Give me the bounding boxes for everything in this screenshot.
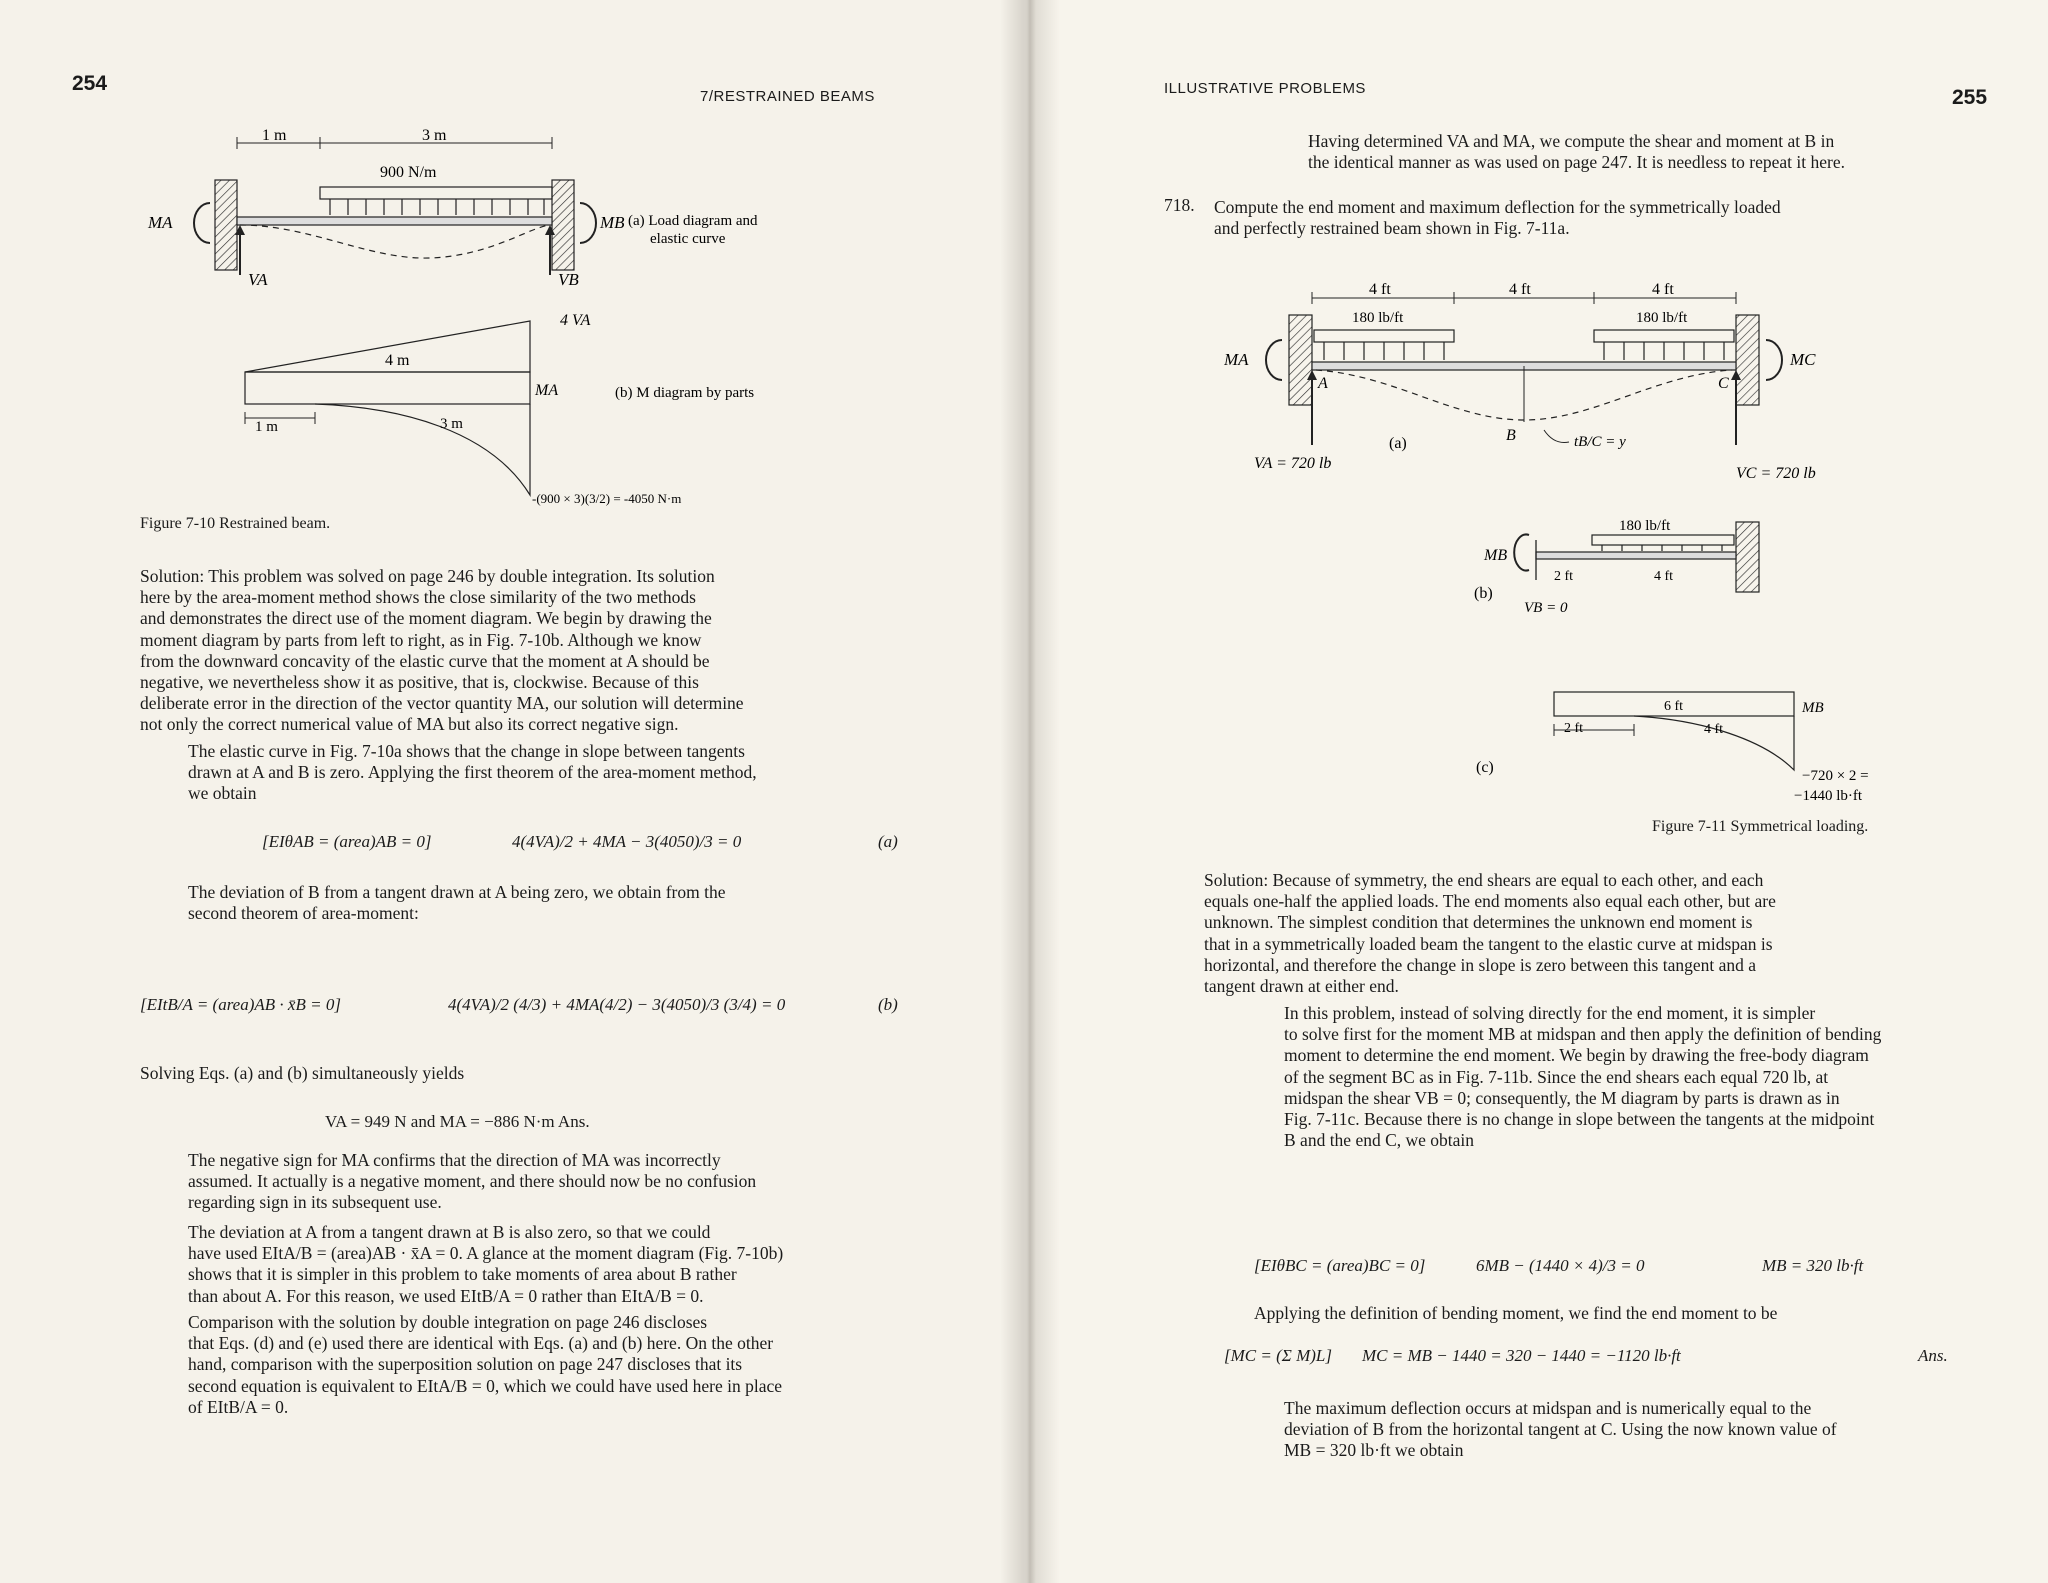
solution-paragraph-left — [140, 566, 910, 736]
equation-2-ans: Ans. — [1918, 1346, 1948, 1365]
dim-4ft-1: 4 ft — [1369, 281, 1391, 298]
dim-4ft-2: 4 ft — [1509, 281, 1531, 298]
dim-3m-b: 3 m — [440, 416, 463, 432]
label-MA-r: MA — [1224, 350, 1249, 369]
text-line: of EItB/A = 0. — [188, 1396, 289, 1417]
moment-arrow-a — [194, 203, 210, 243]
text-line: that in a symmetrically loaded beam the tangent to the elastic curve at midspan is — [1204, 933, 1773, 954]
load-right: 180 lb/ft — [1636, 310, 1688, 326]
text-line: that Eqs. (d) and (e) used there are identical with Eqs. (a) and (b) here. On the other — [188, 1333, 774, 1354]
point-C: C — [1718, 375, 1729, 392]
text-line: shows that it is simpler in this problem to take moments of area about B rather — [188, 1264, 737, 1285]
paragraph-max-deflection — [1204, 1398, 2004, 1462]
text-line: assumed. It actually is a negative moment, and there should now be no confusion — [188, 1171, 757, 1192]
point-A: A — [1318, 375, 1328, 392]
equation-a-tag: (a) — [878, 832, 898, 851]
equation-2-body: MC = MB − 1440 = 320 − 1440 = −1120 lb·ft — [1362, 1346, 1681, 1365]
figure-7-11 — [1224, 270, 2014, 830]
equation-b-body: 4(4VA)/2 (4/3) + 4MA(4/2) − 3(4050)/3 (3/4) = 0 — [448, 995, 786, 1014]
left-wall — [215, 180, 237, 270]
text-line: moment to determine the end moment. We begin by drawing the free-body diagram — [1284, 1045, 1869, 1066]
text-line: equals one-half the applied loads. The end moments also equal each other, but are — [1204, 891, 1776, 912]
running-head-left: 7/RESTRAINED BEAMS — [700, 88, 875, 105]
paragraph-midspan — [1204, 1003, 2004, 1151]
text-line: Having determined VA and MA, we compute the shear and moment at B in — [1308, 131, 1835, 151]
dim-3m: 3 m — [422, 127, 447, 144]
text-line: than about A. For this reason, we used EItB/A = 0 rather than EItA/B = 0. — [188, 1285, 704, 1306]
label-MA-b: MA — [535, 382, 559, 399]
result-line: VA = 949 N and MA = −886 N·m Ans. — [325, 1112, 590, 1131]
moment-arrow-b — [580, 203, 596, 243]
text-line: negative, we nevertheless show it as positive, that is, clockwise. Because of this — [140, 672, 699, 693]
rectangle-area — [245, 372, 530, 404]
text-line: hand, comparison with the superposition solution on page 247 discloses that its — [188, 1354, 743, 1375]
text-line: moment diagram by parts from left to right, as in Fig. 7-10b. Although we know — [140, 629, 702, 650]
label-MB: MB — [600, 213, 625, 232]
text-line: second theorem of area-moment: — [188, 903, 419, 924]
span-4m: 4 m — [385, 352, 410, 369]
dim-1m-b: 1 m — [255, 419, 278, 435]
caption-a-1: (a) Load diagram and — [628, 213, 758, 229]
paragraph-definition: Applying the definition of bending moment, we find the end moment to be — [1254, 1303, 1778, 1323]
point-B: B — [1506, 427, 1516, 444]
dim-6ft-c: 6 ft — [1664, 699, 1684, 714]
paragraph-negative-sign — [140, 1150, 910, 1214]
equation-2-left: [MC = (Σ M)L] — [1224, 1346, 1332, 1365]
label-b: (b) — [1474, 585, 1493, 602]
intro-paragraph — [1214, 131, 2004, 173]
load-arrows-ac — [1324, 342, 1724, 360]
label-MC: MC — [1790, 350, 1816, 369]
running-head-right: ILLUSTRATIVE PROBLEMS — [1164, 80, 1366, 97]
solution-paragraph-right — [1204, 870, 2004, 997]
label-4VA: 4 VA — [560, 312, 591, 329]
paragraph-deviation-A — [132, 1222, 910, 1307]
dim-4ft-b: 4 ft — [1654, 569, 1674, 584]
label-VB: VB — [558, 270, 579, 289]
paragraph-elastic-curve — [140, 741, 910, 805]
text-line: not only the correct numerical value of MA but also its correct negative sign. — [140, 714, 679, 735]
text-line: The deviation at A from a tangent drawn at B is also zero, so that we could — [188, 1222, 711, 1242]
problem-number: 718. — [1164, 195, 1195, 215]
problem-statement — [1214, 197, 2004, 239]
load-arrows — [330, 199, 544, 215]
wall-A — [1289, 315, 1312, 405]
bottom-value: -(900 × 3)(3/2) = -4050 N·m — [532, 491, 682, 506]
dim-4ft-c: 4 ft — [1704, 722, 1724, 737]
text-line: The deviation of B from a tangent drawn at A being zero, we obtain from the — [188, 882, 726, 902]
equation-b-tag: (b) — [878, 995, 898, 1014]
figure-7-10 — [140, 125, 840, 515]
equation-1-body: 6MB − (1440 × 4)/3 = 0 — [1476, 1256, 1645, 1275]
text-line: Comparison with the solution by double integration on page 246 discloses — [188, 1312, 708, 1332]
text-line: have used EItA/B = (area)AB · x̄A = 0. A glance at the moment diagram (Fig. 7-10b) — [188, 1243, 784, 1264]
page-number-right: 255 — [1952, 86, 1988, 109]
text-line: here by the area-moment method shows the close similarity of the two methods — [140, 587, 696, 608]
beam — [237, 217, 552, 225]
label-MB-b: MB — [1484, 547, 1508, 564]
paragraph-deviation — [140, 882, 910, 924]
equation-a-left: [EIθAB = (area)AB = 0] — [262, 832, 432, 851]
paragraph-comparison — [126, 1312, 910, 1418]
dim-4ft-3: 4 ft — [1652, 281, 1674, 298]
bottom-c-1: −720 × 2 = — [1802, 768, 1869, 784]
label-MA: MA — [148, 213, 173, 232]
label-MB-c: MB — [1802, 700, 1824, 716]
text-line: MB = 320 lb·ft we obtain — [1284, 1440, 1464, 1461]
dim-1m: 1 m — [262, 127, 287, 144]
text-line: In this problem, instead of solving directly for the end moment, it is simpler — [1284, 1003, 1816, 1023]
load-label: 900 N/m — [380, 164, 437, 181]
text-line: Solution: Because of symmetry, the end shears are equal to each other, and each — [1204, 870, 1764, 890]
figure-caption-right: Figure 7-11 Symmetrical loading. — [1652, 818, 1869, 835]
text-line: from the downward concavity of the elastic curve that the moment at A should be — [140, 650, 710, 671]
text-line: B and the end C, we obtain — [1284, 1130, 1475, 1151]
text-line: unknown. The simplest condition that determines the unknown end moment is — [1204, 912, 1753, 933]
text-line: tangent drawn at either end. — [1204, 976, 1399, 997]
parabolic-area — [315, 404, 530, 495]
text-line: drawn at A and B is zero. Applying the first theorem of the area-moment method, — [188, 762, 757, 783]
label-VA: VA — [248, 270, 268, 289]
bottom-c-2: −1440 lb·ft — [1794, 788, 1863, 804]
text-line: Fig. 7-11c. Because there is no change in slope between the tangents at the midpoint — [1284, 1109, 1875, 1130]
text-line: horizontal, and therefore the change in slope is zero between this tangent and a — [1204, 954, 1757, 975]
equation-a-body: 4(4VA)/2 + 4MA − 3(4050)/3 = 0 — [512, 832, 742, 851]
solving-line: Solving Eqs. (a) and (b) simultaneously yields — [140, 1063, 465, 1083]
text-line: of the segment BC as in Fig. 7-11b. Since the end shears each equal 720 lb, at — [1284, 1066, 1829, 1087]
right-wall — [552, 180, 574, 270]
text-line: the identical manner as was used on page 247. It is needless to repeat it here. — [1308, 152, 1845, 173]
equation-b-left: [EItB/A = (area)AB · x̄B = 0] — [140, 995, 341, 1014]
text-line: deliberate error in the direction of the vector quantity MA, our solution will determine — [140, 693, 744, 714]
text-line: Compute the end moment and maximum deflection for the symmetrically loaded — [1214, 197, 1781, 217]
caption-b: (b) M diagram by parts — [615, 385, 755, 401]
text-line: The maximum deflection occurs at midspan and is numerically equal to the — [1284, 1398, 1812, 1418]
text-line: midspan the shear VB = 0; consequently, the M diagram by parts is drawn as in — [1284, 1087, 1840, 1108]
page-number-left: 254 — [72, 72, 108, 95]
label-VC: VC = 720 lb — [1736, 465, 1816, 482]
equation-1-result: MB = 320 lb·ft — [1762, 1256, 1864, 1275]
segment-BC — [1536, 552, 1736, 559]
load-left: 180 lb/ft — [1352, 310, 1404, 326]
text-line: to solve first for the moment MB at midspan and then apply the definition of bending — [1284, 1024, 1882, 1045]
text-line: second equation is equivalent to EItA/B = 0, which we could have used here in place — [188, 1375, 783, 1396]
text-line: The elastic curve in Fig. 7-10a shows that the change in slope between tangents — [188, 741, 745, 761]
wall-C — [1736, 315, 1759, 405]
label-VA-r: VA = 720 lb — [1254, 455, 1332, 472]
text-line: and perfectly restrained beam shown in Fig. 7-11a. — [1214, 218, 1570, 239]
dim-2ft-b: 2 ft — [1554, 569, 1574, 584]
text-line: Solution: This problem was solved on page 246 by double integration. Its solution — [140, 566, 715, 586]
load-b: 180 lb/ft — [1619, 518, 1671, 534]
dim-2ft-c: 2 ft — [1564, 721, 1584, 736]
text-line: The negative sign for MA confirms that the direction of MA was incorrectly — [188, 1150, 721, 1170]
elastic-curve — [240, 225, 550, 258]
text-line: we obtain — [188, 783, 257, 804]
label-c: (c) — [1476, 759, 1494, 776]
right-page — [1024, 0, 2048, 1583]
caption-a-2: elastic curve — [650, 231, 726, 247]
figure-caption-left: Figure 7-10 Restrained beam. — [140, 515, 331, 532]
label-a: (a) — [1389, 435, 1407, 452]
t-label: tB/C = y — [1574, 434, 1626, 450]
equation-1-left: [EIθBC = (area)BC = 0] — [1254, 1256, 1426, 1275]
label-VB-zero: VB = 0 — [1524, 600, 1568, 616]
text-line: deviation of B from the horizontal tangent at C. Using the now known value of — [1284, 1419, 1837, 1440]
text-line: and demonstrates the direct use of the moment diagram. We begin by drawing the — [140, 608, 712, 629]
text-line: regarding sign in its subsequent use. — [188, 1192, 442, 1213]
